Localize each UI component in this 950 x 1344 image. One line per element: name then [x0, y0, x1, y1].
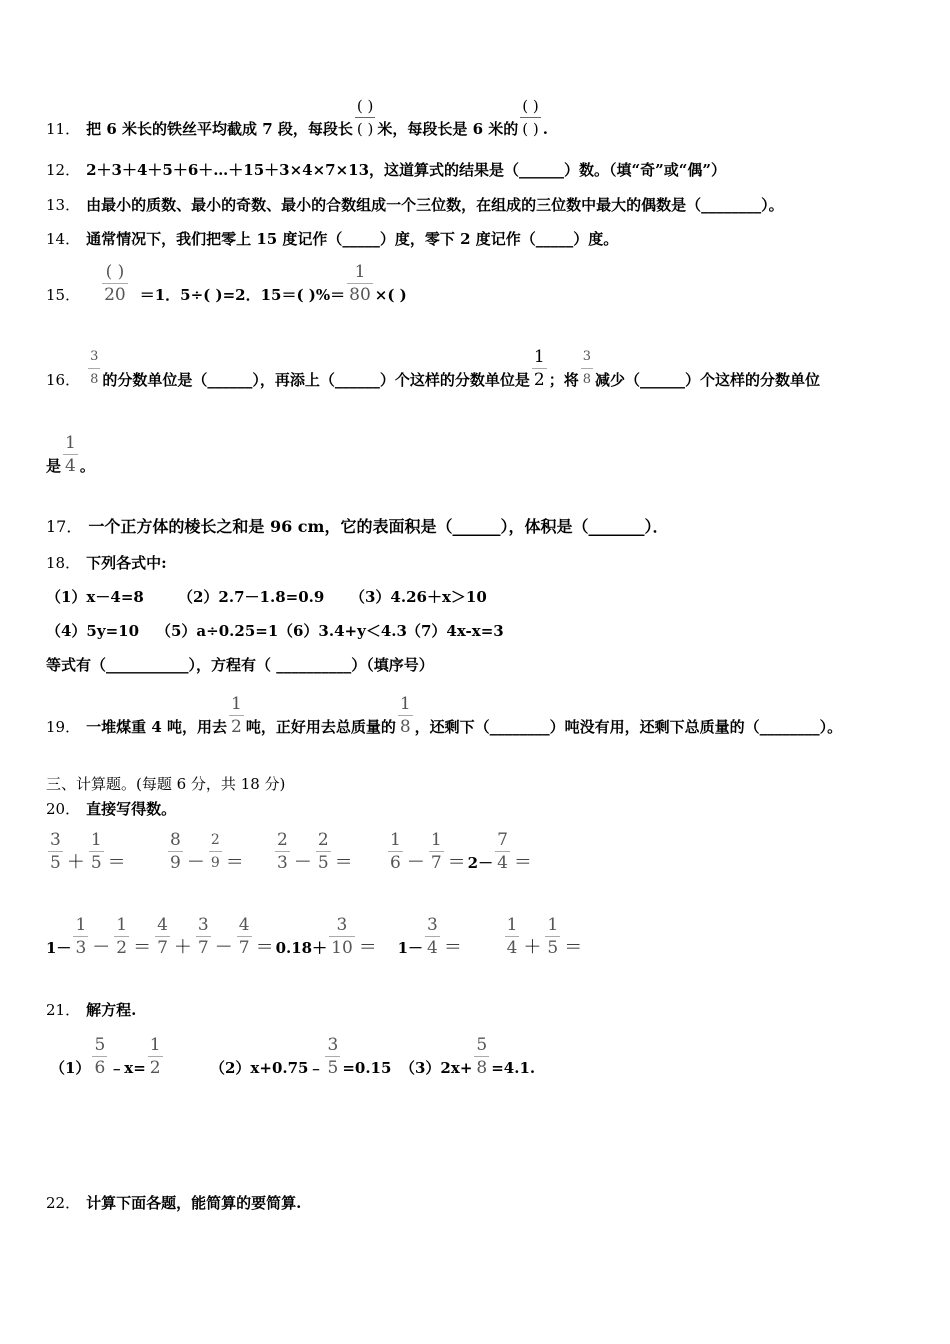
blank-fraction[interactable]: $\frac{( )}{( )}$: [356, 97, 374, 138]
section-title: 三、计算题。(每题 6 分，共 18 分): [46, 775, 286, 793]
formula-item: （5）a÷0.25=1: [156, 622, 279, 640]
q21-equations: [50, 1035, 535, 1078]
fraction: $\frac{1}{4}$: [65, 433, 76, 476]
q20-row1: [46, 830, 534, 873]
question-text: 由最小的质数、最小的奇数、最小的合数组成一个三位数，在组成的三位数中最大的偶数是（________）。: [86, 196, 784, 214]
question-17: 17． 一个正方体的棱长之和是 96 cm，它的表面积是（______），体积是（_______）．: [46, 517, 669, 536]
question-text: 把 6 米长的铁丝平均截成 7 段，每段长: [86, 120, 353, 138]
fraction: $\frac{1}{8}$: [399, 694, 411, 737]
question-22: 22． 计算下面各题，能简算的要简算.: [46, 1194, 302, 1212]
question-18-row2: [46, 621, 504, 641]
question-21: 21． 解方程.: [46, 1001, 137, 1019]
q20-item: 1－ $\frac{3}{4}$ ＝: [397, 915, 462, 958]
question-20: 20． 直接写得数。: [46, 800, 177, 818]
fraction: $\frac{3}{8}$: [90, 349, 99, 387]
question-14: 14． 通常情况下，我们把零上 15 度记作（_____）度，零下 2 度记作（_____）度。: [46, 230, 619, 248]
q20-item: $\frac{1}{4}$ ＋ $\frac{1}{5}$ ＝: [506, 915, 583, 958]
equation-2: （2）x+0.75﹣ $\frac{3}{5}$ =0.15: [210, 1035, 392, 1078]
fraction: $\frac{3}{8}$: [582, 349, 592, 387]
question-text: 通常情况下，我们把零上 15 度记作（_____）度，零下 2 度记作（_____）度。: [86, 230, 619, 248]
formula-item: （1）x－4=8: [46, 588, 144, 606]
equation-3: （3）2x+ $\frac{5}{8}$ =4.1.: [400, 1035, 536, 1078]
question-number: 11．: [46, 120, 81, 138]
blank-fraction[interactable]: $\frac{( )}{( )}$: [522, 97, 539, 138]
question-18-answer: 等式有（___________），方程有（ __________）（填序号）: [46, 656, 434, 674]
question-text: 2＋3＋4＋5＋6＋…＋15＋3×4×7×13，这道算式的结果是（______）数。（填“奇”或“偶”）: [86, 161, 727, 179]
question-text: 米，每段长是 6 米的: [377, 120, 519, 138]
question-12: 12． 2＋3＋4＋5＋6＋…＋15＋3×4×7×13，这道算式的结果是（______）数。（填“奇”或“偶”）: [46, 161, 727, 179]
q20-item: $\frac{8}{9}$ － $\frac{2}{9}$ ＝: [170, 830, 244, 873]
formula-item: （3）4.26＋x＞10: [350, 588, 487, 606]
equation-1: （1） $\frac{5}{6}$ ﹣x= $\frac{1}{2}$: [50, 1035, 161, 1078]
blank-fraction[interactable]: $\frac{( )}{20}$: [104, 262, 126, 305]
formula-item: （4）5y=10: [46, 622, 140, 640]
question-text: ＝1．5÷( )=2．15＝( )%＝: [139, 286, 346, 304]
question-16: 16． $\frac{3}{8}$ 的分数单位是（______），再添上（______）个这样的分数单位是 $\frac{1}{2}$ ；将 $\frac{3}{8}$ 减少（______）个这样的分数单位: [46, 347, 821, 390]
question-13: 13． 由最小的质数、最小的奇数、最小的合数组成一个三位数，在组成的三位数中最大的偶数是（________）。: [46, 196, 784, 214]
formula-item: （6）3.4+y＜4.3: [278, 622, 407, 640]
question-18-row1: [46, 587, 487, 607]
q20-row2: [46, 915, 584, 958]
formula-item: （7）4x-x=3: [406, 622, 504, 640]
q20-item: 2－ $\frac{7}{4}$ ＝: [467, 830, 532, 873]
q20-item: $\frac{2}{3}$ － $\frac{2}{5}$ ＝: [277, 830, 353, 873]
q20-item: 0.18＋ $\frac{3}{10}$ ＝: [275, 915, 377, 958]
question-16-continued: 是 $\frac{1}{4}$ 。: [46, 433, 95, 476]
question-18: 18． 下列各式中:: [46, 554, 167, 572]
fraction: $\frac{1}{80}$: [349, 262, 371, 305]
question-15: 15． $\frac{( )}{20}$ ＝1．5÷( )=2．15＝( )%＝ $\frac{1}{80}$ ×( ): [46, 262, 407, 305]
q20-item: 1－ $\frac{1}{3}$ － $\frac{1}{2}$ ＝: [46, 915, 152, 958]
q20-item: $\frac{1}{6}$ － $\frac{1}{7}$ ＝: [390, 830, 466, 873]
question-19: 19． 一堆煤重 4 吨，用去 $\frac{1}{2}$ 吨，正好用去总质量的 $\frac{1}{8}$ ，还剩下（________）吨没有用，还剩下总质量的（________）。: [46, 694, 843, 737]
fraction: $\frac{1}{2}$: [230, 694, 242, 737]
q20-item: $\frac{3}{5}$ ＋ $\frac{1}{5}$ ＝: [50, 830, 126, 873]
question-text: 一个正方体的棱长之和是 96 cm，它的表面积是（______），体积是（_______）．: [88, 517, 669, 536]
question-11: 11． 把 6 米长的铁丝平均截成 7 段，每段长 $\frac{( )}{( )}$ 米，每段长是 6 米的 $\frac{( )}{( )}$ .: [46, 97, 548, 138]
q20-item: $\frac{4}{7}$ ＋ $\frac{3}{7}$ － $\frac{4}{7}$ ＝: [157, 915, 274, 958]
formula-item: （2）2.7－1.8=0.9: [178, 588, 325, 606]
fraction: $\frac{1}{2}$: [533, 347, 545, 390]
